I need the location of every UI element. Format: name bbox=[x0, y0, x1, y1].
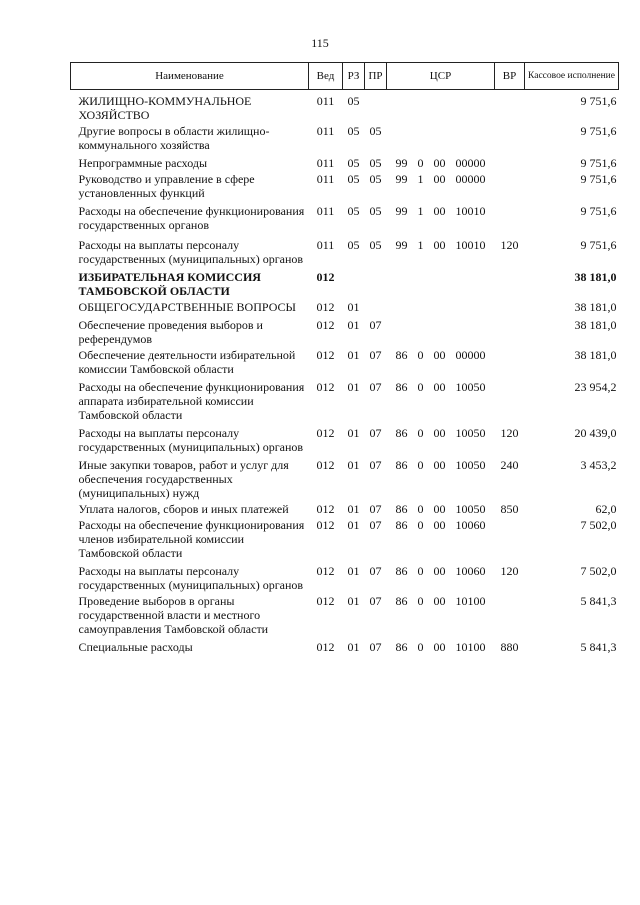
row-sum: 7 502,0 bbox=[580, 564, 617, 578]
table-row bbox=[71, 122, 619, 152]
row-rz: 01 bbox=[347, 300, 360, 314]
row-ved: 011 bbox=[316, 156, 335, 170]
row-csr bbox=[387, 516, 495, 560]
row-csr bbox=[387, 592, 495, 636]
row-pr: 07 bbox=[369, 518, 382, 532]
row-name: Расходы на обеспечение функционирования государственных органов bbox=[78, 204, 305, 232]
row-csr1-part: 86 bbox=[395, 502, 408, 516]
row-csr bbox=[387, 152, 495, 170]
table-row bbox=[71, 232, 619, 266]
row-rz: 05 bbox=[347, 156, 360, 170]
row-pr bbox=[365, 266, 387, 298]
row-vr bbox=[495, 592, 525, 636]
row-csr4-part: 10010 bbox=[455, 238, 486, 252]
row-vr bbox=[495, 298, 525, 314]
row-csr3-part: 00 bbox=[433, 348, 446, 362]
row-name: Уплата налогов, сборов и иных платежей bbox=[78, 502, 289, 516]
header-vr: ВР bbox=[495, 63, 525, 90]
row-vr bbox=[495, 122, 525, 152]
row-name: Иные закупки товаров, работ и услуг для обеспечения государственных (муниципальных) нужд bbox=[78, 458, 289, 500]
row-csr bbox=[387, 200, 495, 232]
row-csr2-part: 0 bbox=[417, 564, 424, 578]
row-vr bbox=[495, 200, 525, 232]
table-row bbox=[71, 90, 619, 123]
row-rz: 05 bbox=[347, 172, 360, 186]
row-vr: 120 bbox=[500, 238, 519, 252]
row-name: Расходы на выплаты персоналу государственных (муниципальных) органов bbox=[78, 426, 304, 454]
row-csr2-part: 0 bbox=[417, 640, 424, 654]
row-sum: 5 841,3 bbox=[580, 640, 617, 654]
row-pr: 07 bbox=[369, 426, 382, 440]
row-csr bbox=[387, 560, 495, 592]
header-rz: РЗ bbox=[343, 63, 365, 90]
row-pr: 05 bbox=[369, 156, 382, 170]
row-sum: 9 751,6 bbox=[580, 94, 617, 108]
row-csr2-part: 1 bbox=[417, 204, 424, 218]
row-rz: 01 bbox=[347, 594, 360, 608]
row-csr1-part: 99 bbox=[395, 172, 408, 186]
row-csr4-part: 10050 bbox=[455, 502, 486, 516]
row-csr2-part: 1 bbox=[417, 172, 424, 186]
table-row bbox=[71, 500, 619, 516]
row-csr1-part: 86 bbox=[395, 640, 408, 654]
header-csr: ЦСР bbox=[387, 63, 495, 90]
row-vr bbox=[495, 90, 525, 123]
row-sum: 9 751,6 bbox=[580, 172, 617, 186]
row-name: Специальные расходы bbox=[78, 640, 193, 654]
row-csr2-part: 0 bbox=[417, 502, 424, 516]
row-name: Руководство и управление в сфере установленных функций bbox=[78, 172, 255, 200]
row-csr2-part: 0 bbox=[417, 348, 424, 362]
row-ved: 012 bbox=[316, 594, 335, 608]
row-csr3-part: 00 bbox=[433, 172, 446, 186]
row-vr bbox=[495, 376, 525, 422]
row-csr3-part: 00 bbox=[433, 640, 446, 654]
row-csr4-part: 10050 bbox=[455, 426, 486, 440]
table-row bbox=[71, 200, 619, 232]
row-rz: 01 bbox=[347, 318, 360, 332]
row-vr bbox=[495, 152, 525, 170]
row-csr bbox=[387, 422, 495, 454]
row-name: Обеспечение деятельности избирательной комиссии Тамбовской области bbox=[78, 348, 296, 376]
table-row bbox=[71, 346, 619, 376]
table-row bbox=[71, 454, 619, 500]
row-sum: 3 453,2 bbox=[580, 458, 617, 472]
row-csr4-part: 10100 bbox=[455, 594, 486, 608]
row-sum: 20 439,0 bbox=[574, 426, 617, 440]
table-row bbox=[71, 152, 619, 170]
row-ved: 012 bbox=[316, 458, 335, 472]
table-row bbox=[71, 298, 619, 314]
row-csr bbox=[387, 170, 495, 200]
row-ved: 011 bbox=[316, 94, 335, 108]
row-csr4-part: 10010 bbox=[455, 204, 486, 218]
row-csr bbox=[387, 122, 495, 152]
row-sum: 38 181,0 bbox=[574, 348, 617, 362]
row-csr3-part: 00 bbox=[433, 238, 446, 252]
row-ved: 012 bbox=[316, 270, 335, 284]
row-ved: 012 bbox=[316, 564, 335, 578]
row-csr bbox=[387, 346, 495, 376]
row-pr: 05 bbox=[369, 124, 382, 138]
row-vr: 120 bbox=[500, 426, 519, 440]
row-ved: 011 bbox=[316, 172, 335, 186]
row-sum: 38 181,0 bbox=[574, 300, 617, 314]
row-csr4-part: 10060 bbox=[455, 518, 486, 532]
row-name: Проведение выборов в органы государственной власти и местного самоуправления Тамбовской области bbox=[78, 594, 269, 636]
row-ved: 012 bbox=[316, 640, 335, 654]
row-rz: 01 bbox=[347, 458, 360, 472]
row-csr1-part: 99 bbox=[395, 156, 408, 170]
row-ved: 012 bbox=[316, 380, 335, 394]
row-rz: 05 bbox=[347, 204, 360, 218]
row-pr: 05 bbox=[369, 238, 382, 252]
row-csr1-part: 86 bbox=[395, 380, 408, 394]
row-vr bbox=[495, 314, 525, 346]
row-csr1-part: 86 bbox=[395, 458, 408, 472]
row-csr4-part: 10050 bbox=[455, 458, 486, 472]
row-ved: 011 bbox=[316, 124, 335, 138]
row-csr1-part: 86 bbox=[395, 348, 408, 362]
row-vr: 120 bbox=[500, 564, 519, 578]
row-rz: 01 bbox=[347, 380, 360, 394]
row-csr2-part: 0 bbox=[417, 518, 424, 532]
row-sum: 23 954,2 bbox=[574, 380, 617, 394]
row-rz: 05 bbox=[347, 238, 360, 252]
row-csr3-part: 00 bbox=[433, 156, 446, 170]
row-vr: 240 bbox=[500, 458, 519, 472]
row-csr bbox=[387, 636, 495, 654]
row-sum: 62,0 bbox=[595, 502, 617, 516]
header-ved: Вед bbox=[309, 63, 343, 90]
row-csr4-part: 10060 bbox=[455, 564, 486, 578]
row-csr bbox=[387, 298, 495, 314]
row-csr4-part: 10050 bbox=[455, 380, 486, 394]
row-name: Другие вопросы в области жилищно-коммунального хозяйства bbox=[78, 124, 270, 152]
budget-table bbox=[70, 62, 619, 654]
row-csr4-part: 00000 bbox=[455, 172, 486, 186]
row-pr: 07 bbox=[369, 594, 382, 608]
row-name: Непрограммные расходы bbox=[78, 156, 208, 170]
row-csr3-part: 00 bbox=[433, 594, 446, 608]
row-name: ЖИЛИЩНО-КОММУНАЛЬНОЕ ХОЗЯЙСТВО bbox=[78, 94, 252, 122]
row-vr bbox=[495, 266, 525, 298]
row-ved: 012 bbox=[316, 518, 335, 532]
row-csr2-part: 0 bbox=[417, 156, 424, 170]
header-pr: ПР bbox=[365, 63, 387, 90]
row-pr: 07 bbox=[369, 318, 382, 332]
table-body bbox=[71, 90, 619, 655]
row-csr3-part: 00 bbox=[433, 204, 446, 218]
row-csr1-part: 86 bbox=[395, 518, 408, 532]
row-csr3-part: 00 bbox=[433, 380, 446, 394]
row-csr2-part: 0 bbox=[417, 380, 424, 394]
row-name: ИЗБИРАТЕЛЬНАЯ КОМИССИЯ ТАМБОВСКОЙ ОБЛАСТИ bbox=[78, 270, 261, 298]
row-pr: 05 bbox=[369, 172, 382, 186]
row-sum: 38 181,0 bbox=[574, 270, 617, 284]
row-pr: 07 bbox=[369, 458, 382, 472]
row-sum: 7 502,0 bbox=[580, 518, 617, 532]
row-sum: 9 751,6 bbox=[580, 156, 617, 170]
row-csr1-part: 86 bbox=[395, 594, 408, 608]
table-row bbox=[71, 170, 619, 200]
row-ved: 012 bbox=[316, 300, 335, 314]
row-csr3-part: 00 bbox=[433, 458, 446, 472]
row-rz: 01 bbox=[347, 426, 360, 440]
row-name: Расходы на обеспечение функционирования членов избирательной комиссии Тамбовской области bbox=[78, 518, 305, 560]
row-csr bbox=[387, 314, 495, 346]
row-pr: 05 bbox=[369, 204, 382, 218]
row-pr: 07 bbox=[369, 502, 382, 516]
row-sum: 9 751,6 bbox=[580, 204, 617, 218]
header-name: Наименование bbox=[71, 63, 309, 90]
row-rz: 05 bbox=[347, 94, 360, 108]
row-name: Обеспечение проведения выборов и референдумов bbox=[78, 318, 263, 346]
row-pr bbox=[365, 90, 387, 123]
row-vr bbox=[495, 516, 525, 560]
row-rz: 05 bbox=[347, 124, 360, 138]
row-name: Расходы на обеспечение функционирования аппарата избирательной комиссии Тамбовской области bbox=[78, 380, 305, 422]
row-sum: 38 181,0 bbox=[574, 318, 617, 332]
row-pr: 07 bbox=[369, 380, 382, 394]
row-sum: 9 751,6 bbox=[580, 238, 617, 252]
page-number: 115 bbox=[311, 36, 329, 50]
table-row bbox=[71, 422, 619, 454]
row-csr3-part: 00 bbox=[433, 564, 446, 578]
row-csr4-part: 00000 bbox=[455, 348, 486, 362]
row-rz: 01 bbox=[347, 640, 360, 654]
header-cash: Кассовое исполнение bbox=[525, 63, 619, 90]
row-csr3-part: 00 bbox=[433, 426, 446, 440]
row-csr2-part: 0 bbox=[417, 594, 424, 608]
row-csr bbox=[387, 376, 495, 422]
table-row bbox=[71, 516, 619, 560]
row-csr bbox=[387, 90, 495, 123]
row-csr1-part: 99 bbox=[395, 238, 408, 252]
row-csr2-part: 1 bbox=[417, 238, 424, 252]
row-csr bbox=[387, 232, 495, 266]
row-vr: 850 bbox=[500, 502, 519, 516]
row-rz bbox=[343, 266, 365, 298]
table-row bbox=[71, 266, 619, 298]
row-csr bbox=[387, 454, 495, 500]
row-ved: 012 bbox=[316, 426, 335, 440]
row-csr3-part: 00 bbox=[433, 518, 446, 532]
row-rz: 01 bbox=[347, 564, 360, 578]
row-pr bbox=[365, 298, 387, 314]
row-vr: 880 bbox=[500, 640, 519, 654]
row-pr: 07 bbox=[369, 564, 382, 578]
row-name: Расходы на выплаты персоналу государственных (муниципальных) органов bbox=[78, 238, 304, 266]
row-csr4-part: 00000 bbox=[455, 156, 486, 170]
row-name: ОБЩЕГОСУДАРСТВЕННЫЕ ВОПРОСЫ bbox=[78, 300, 296, 314]
row-pr: 07 bbox=[369, 640, 382, 654]
row-ved: 012 bbox=[316, 502, 335, 516]
row-vr bbox=[495, 170, 525, 200]
row-csr bbox=[387, 266, 495, 298]
row-csr1-part: 86 bbox=[395, 426, 408, 440]
row-csr bbox=[387, 500, 495, 516]
row-ved: 011 bbox=[316, 204, 335, 218]
table-row bbox=[71, 376, 619, 422]
row-csr1-part: 99 bbox=[395, 204, 408, 218]
row-csr2-part: 0 bbox=[417, 426, 424, 440]
row-rz: 01 bbox=[347, 348, 360, 362]
row-sum: 9 751,6 bbox=[580, 124, 617, 138]
row-rz: 01 bbox=[347, 502, 360, 516]
row-ved: 012 bbox=[316, 318, 335, 332]
row-csr4-part: 10100 bbox=[455, 640, 486, 654]
row-rz: 01 bbox=[347, 518, 360, 532]
table-row bbox=[71, 636, 619, 654]
table-row bbox=[71, 592, 619, 636]
row-sum: 5 841,3 bbox=[580, 594, 617, 608]
row-name: Расходы на выплаты персоналу государственных (муниципальных) органов bbox=[78, 564, 304, 592]
row-vr bbox=[495, 346, 525, 376]
table-row bbox=[71, 560, 619, 592]
table-header-row bbox=[71, 63, 619, 90]
row-csr1-part: 86 bbox=[395, 564, 408, 578]
row-csr2-part: 0 bbox=[417, 458, 424, 472]
row-pr: 07 bbox=[369, 348, 382, 362]
row-ved: 011 bbox=[316, 238, 335, 252]
table-row bbox=[71, 314, 619, 346]
row-ved: 012 bbox=[316, 348, 335, 362]
row-csr3-part: 00 bbox=[433, 502, 446, 516]
